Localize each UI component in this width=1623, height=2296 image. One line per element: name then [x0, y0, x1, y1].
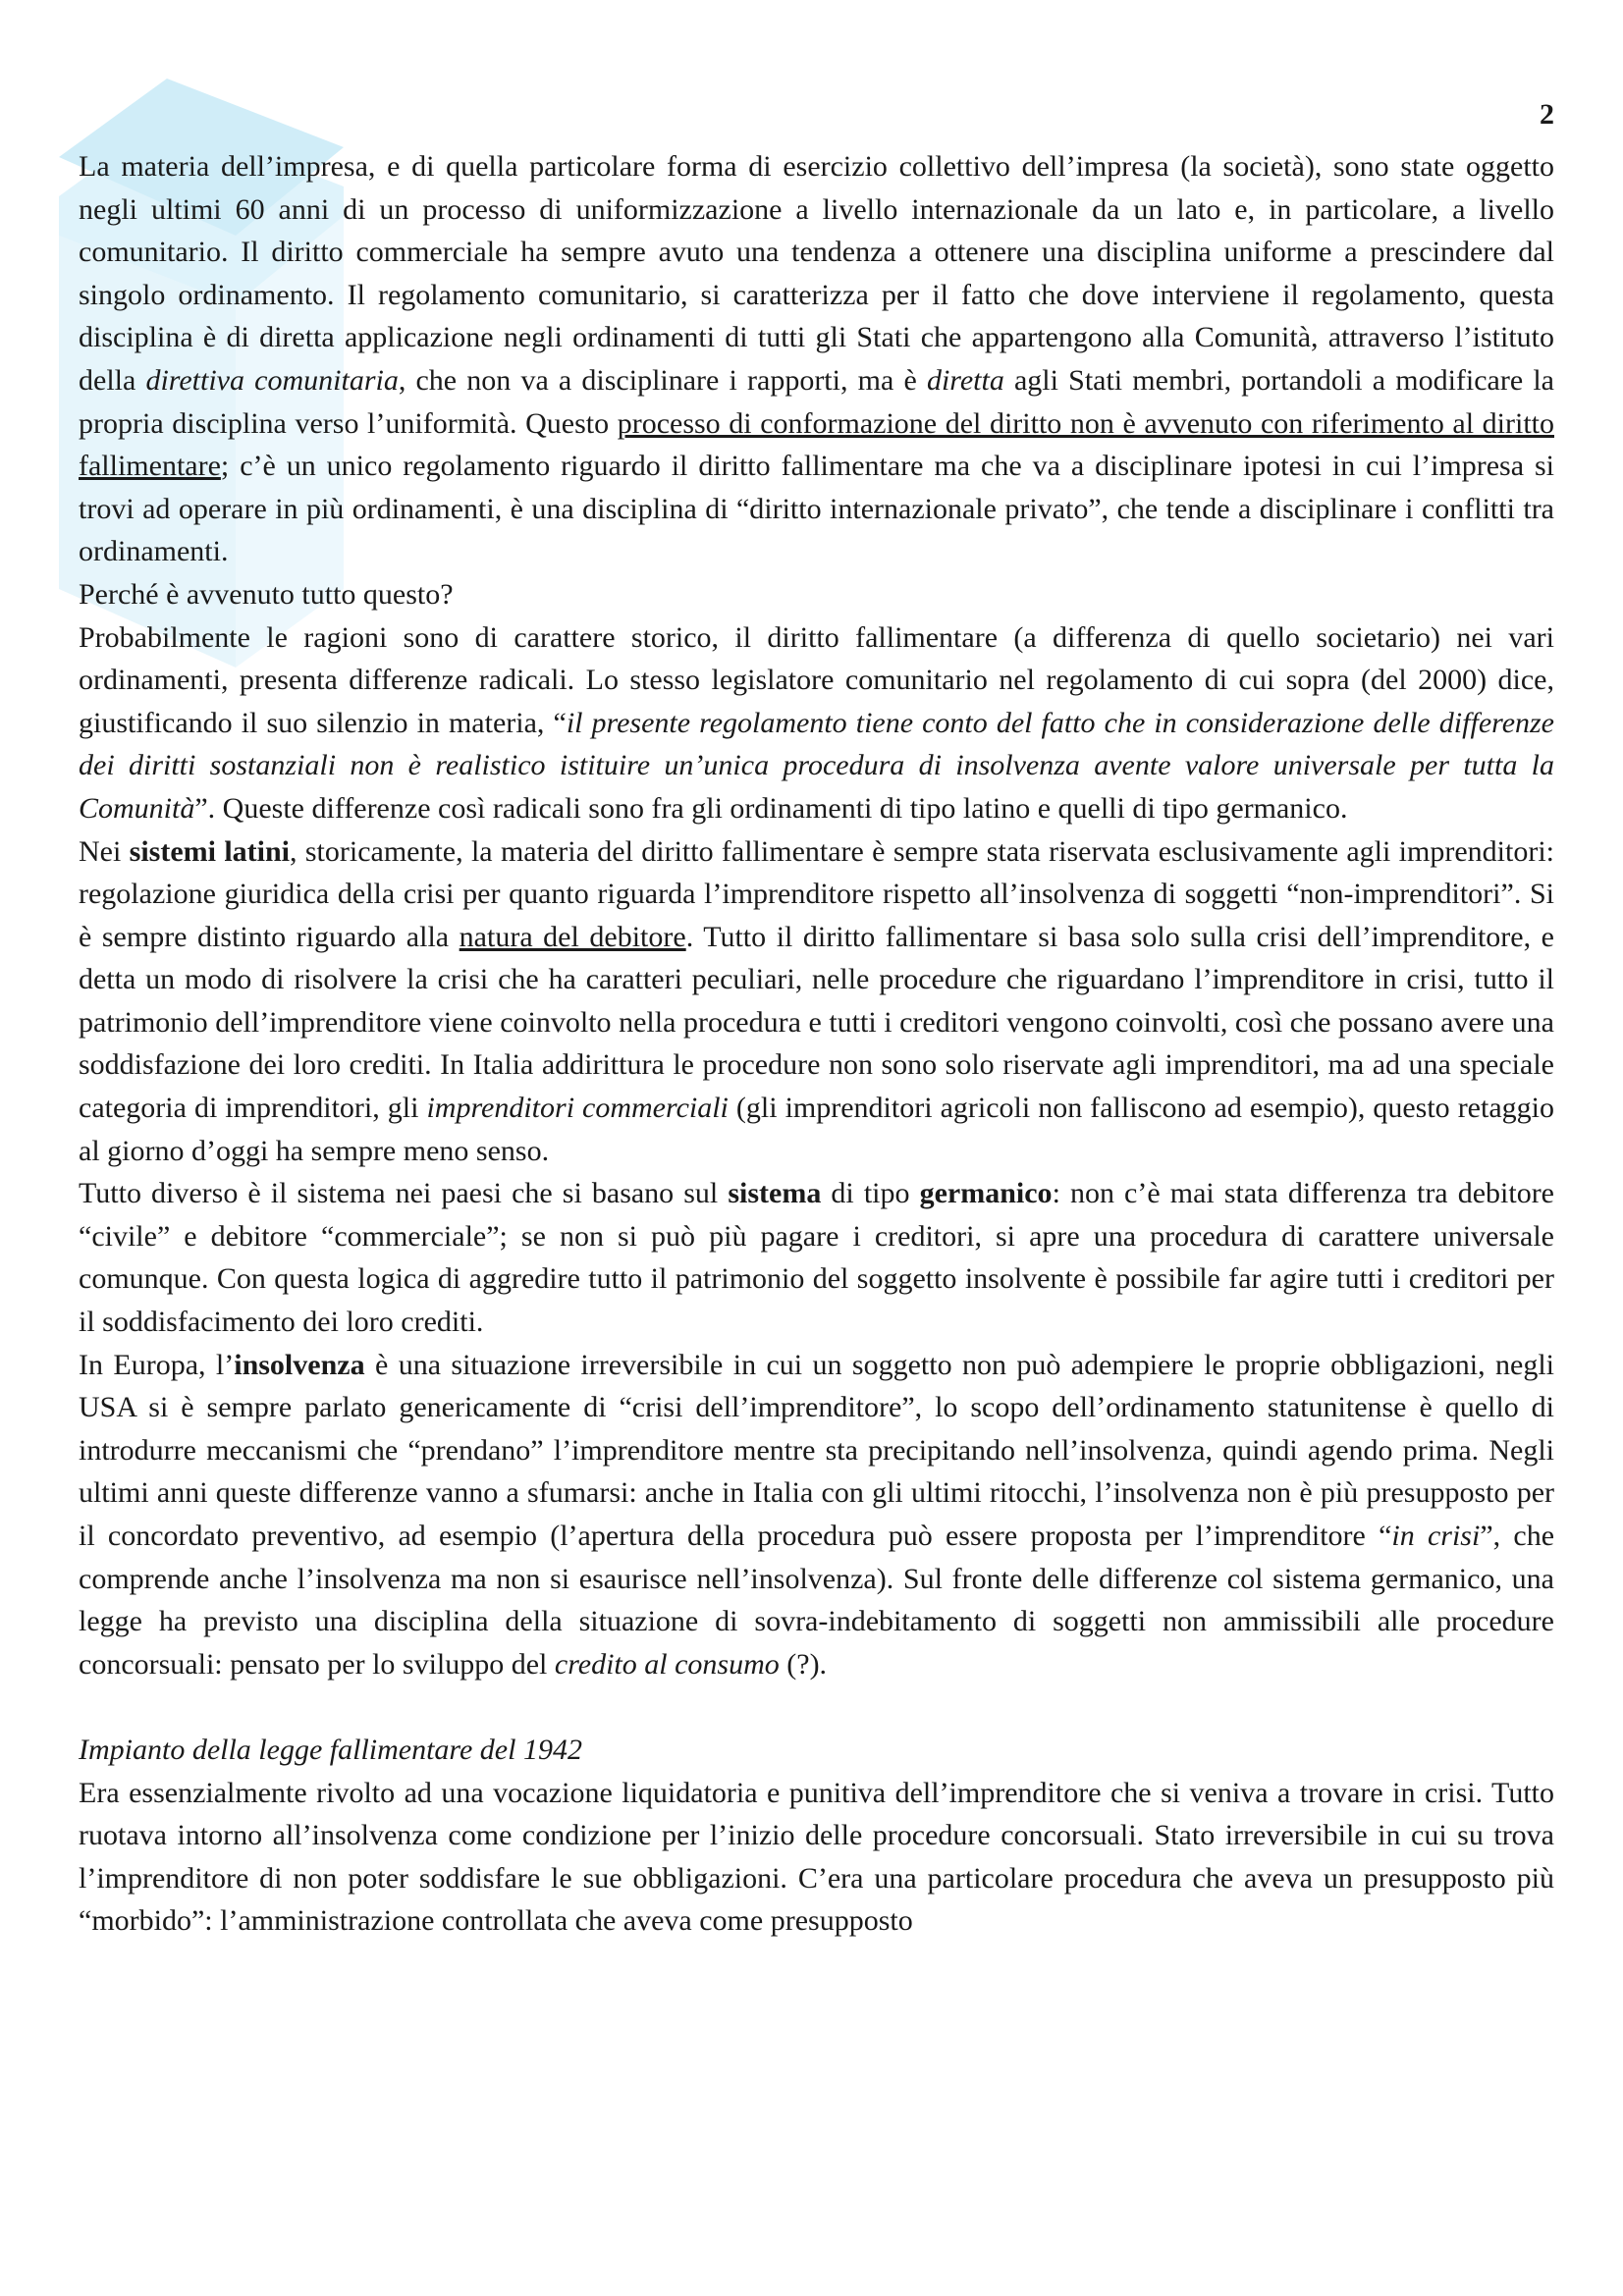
underlined-statement: processo di conformazione del diritto non è avvenuto con riferimento al diritto fallimentare — [79, 406, 1554, 483]
paragraph-2: Perché è avvenuto tutto questo? — [79, 577, 454, 611]
section-title: Impianto della legge fallimentare del 1942 — [79, 1733, 582, 1766]
paragraph-5: Tutto diverso è il sistema nei paesi che si basano sul sistema di tipo germanico: non c’è mai stata differenza tra debitore “civile” e debitore “commerciale”; se non si può più pagare i creditori, si apre una procedura di carattere universale comunque. Con questa logica di aggredire tutto il patrimonio del soggetto insolvente è possibile far agire tutti i creditori per il soddisfacimento dei loro crediti. — [79, 1177, 1554, 1339]
paragraph-1: La materia dell’impresa, e di quella particolare forma di esercizio collettivo dell’impresa (la società), sono state oggetto negli ultimi 60 anni di un processo di uniformizzazione a livello internazionale da un lato e, in particolare, a livello comunitario. Il diritto commerciale ha sempre avuto una tendenza a ottenere una disciplina uniforme a prescindere dal singolo ordinamento. Il regolamento comunitario, si caratterizza per il fatto che dove interviene il regolamento, questa disciplina è di diretta applicazione negli ordinamenti di tutti gli Stati che appartengono alla Comunità, attraverso l’istituto della direttiva comunitaria, che non va a disciplinare i rapporti, ma è diretta agli Stati membri, portandoli a modificare la propria disciplina verso l’uniformità. Questo processo di conformazione del diritto non è avvenuto con riferimento al diritto fallimentare; c’è un unico regolamento riguardo il diritto fallimentare ma che va a disciplinare ipotesi in cui l’impresa si trovi ad operare in più ordinamenti, è una disciplina di “diritto internazionale privato”, che tende a disciplinare i conflitti tra ordinamenti. — [79, 150, 1554, 568]
document-body — [79, 145, 1554, 1943]
paragraph-4: Nei sistemi latini, storicamente, la materia del diritto fallimentare è sempre stata riservata esclusivamente agli imprenditori: regolazione giuridica della crisi per quanto riguarda l’imprenditore rispetto all’insolvenza di soggetti “non-imprenditori”. Si è sempre distinto riguardo alla natura del debitore. Tutto il diritto fallimentare si basa solo sulla crisi dell’imprenditore, e detta un modo di risolvere la crisi che ha caratteri peculiari, nelle procedure che riguardano l’imprenditore in crisi, tutto il patrimonio dell’imprenditore viene coinvolto nella procedura e tutti i creditori vengono coinvolti, così che possano avere una soddisfazione dei loro crediti. In Italia addirittura le procedure non sono solo riservate agli imprenditori, ma ad una speciale categoria di imprenditori, gli imprenditori commerciali (gli imprenditori agricoli non falliscono ad esempio), questo retaggio al giorno d’oggi ha sempre meno senso. — [79, 834, 1554, 1167]
paragraph-spacer — [79, 1685, 1554, 1729]
paragraph-3: Probabilmente le ragioni sono di carattere storico, il diritto fallimentare (a differenza di quello societario) nei vari ordinamenti, presenta differenze radicali. Lo stesso legislatore comunitario nel regolamento di cui sopra (del 2000) dice, giustificando il suo silenzio in materia, “il presente regolamento tiene conto del fatto che in considerazione delle differenze dei diritti sostanziali non è realistico istituire un’unica procedura di insolvenza avente valore universale per tutta la Comunità”. Queste differenze così radicali sono fra gli ordinamenti di tipo latino e quelli di tipo germanico. — [79, 620, 1554, 825]
page-number: 2 — [1540, 98, 1554, 131]
paragraph-6: In Europa, l’insolvenza è una situazione irreversibile in cui un soggetto non può adempiere le proprie obbligazioni, negli USA si è sempre parlato genericamente di “crisi dell’imprenditore”, lo scopo dell’ordinamento statunitense è quello di introdurre meccanismi che “prendano” l’imprenditore mentre sta precipitando nell’insolvenza, quindi agendo prima. Negli ultimi anni queste differenze vanno a sfumarsi: anche in Italia con gli ultimi ritocchi, l’insolvenza non è più presupposto per il concordato preventivo, ad esempio (l’apertura della procedura può essere proposta per l’imprenditore “in crisi”, che comprende anche l’insolvenza ma non si esaurisce nell’insolvenza). Sul fronte delle differenze col sistema germanico, una legge ha previsto una disciplina della situazione di sovra-indebitamento di soggetti non ammissibili alle procedure concorsuali: pensato per lo sviluppo del credito al consumo (?). — [79, 1348, 1555, 1681]
regulation-quote: il presente regolamento tiene conto del fatto che in considerazione delle differenze dei diritti sostanziali non è realistico istituire un’unica procedura di insolvenza avente valore universale per tutta la Comunità — [79, 706, 1554, 825]
paragraph-7: Era essenzialmente rivolto ad una vocazione liquidatoria e punitiva dell’imprenditore che si veniva a trovare in crisi. Tutto ruotava intorno all’insolvenza come condizione per l’inizio delle procedure concorsuali. Stato irreversibile in cui su trova l’imprenditore di non poter soddisfare le sue obbligazioni. C’era una particolare procedura che aveva un presupposto più “morbido”: l’amministrazione controllata che aveva come presupposto — [79, 1776, 1554, 1938]
